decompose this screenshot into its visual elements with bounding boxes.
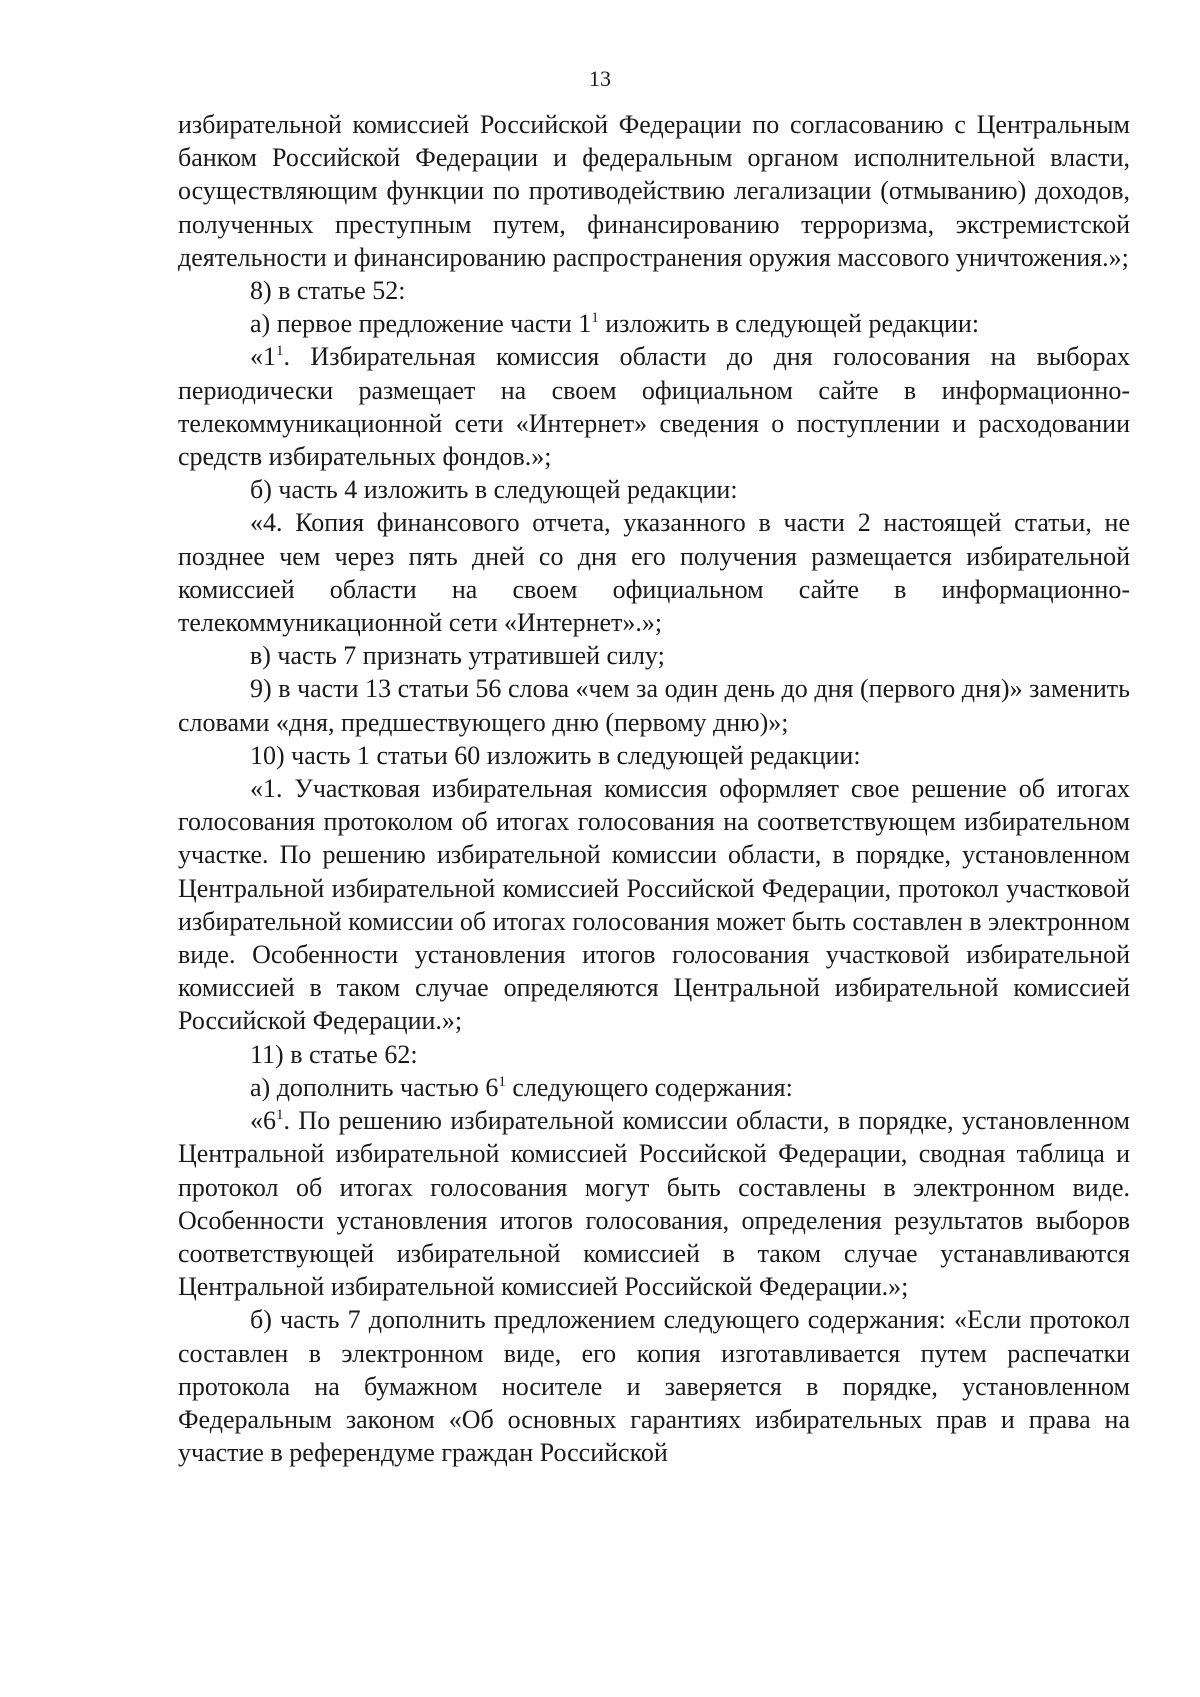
text-segment: а) дополнить частью 6 bbox=[250, 1072, 499, 1102]
paragraph-quote-4: «4. Копия финансового отчета, указанного в части 2 настоящей статьи, не позднее чем через пять дней со дня его получения размещается избирательной комиссией области на своем официальном сайте в информационно-телекоммуникационной сети «Интернет».»; bbox=[178, 508, 1130, 638]
text-segment: . По решению избирательной комиссии области, в порядке, установленном Центральной избирательной комиссией Российской Федерации, сводная таблица и протокол об итогах голосования могут быть составлены в электронном виде. Особенности установления итогов голосования, определения результатов выборов соответствующей избирательной комиссией в таком случае устанавливаются Центральной избирательной комиссией Российской Федерации.»; bbox=[178, 1106, 1130, 1302]
text-segment: . Избирательная комиссия области до дня голосования на выборах периодически размещает на своем официальном сайте в информационно-телекоммуникационной сети «Интернет» сведения о поступлении и расходовании средств избирательных фондов.»; bbox=[178, 342, 1130, 472]
superscript: 1 bbox=[276, 343, 284, 360]
paragraph-item-8b: б) часть 4 изложить в следующей редакции: bbox=[250, 475, 738, 505]
text-segment: изложить в следующей редакции: bbox=[598, 309, 980, 339]
paragraph-item-11: 11) в статье 62: bbox=[250, 1039, 418, 1069]
paragraph-item-8v: в) часть 7 признать утратившей силу; bbox=[250, 641, 665, 671]
page-number: 13 bbox=[589, 66, 611, 91]
paragraph-quote-1-1 bbox=[178, 340, 1130, 473]
text-segment: «1 bbox=[250, 342, 276, 372]
paragraph-continuation: избирательной комиссией Российской Федерации по согласованию с Центральным банком Российской Федерации и федеральным органом исполнительной власти, осуществляющим функции по противодействию легализации (отмыванию) доходов, полученных преступным путем, финансированию терроризма, экстремистской деятельности и финансированию распространения оружия массового уничтожения.»; bbox=[178, 110, 1130, 272]
text-segment: «6 bbox=[250, 1106, 276, 1136]
document-body bbox=[178, 108, 1130, 1469]
superscript: 1 bbox=[498, 1073, 506, 1090]
paragraph-item-8a bbox=[178, 307, 1130, 340]
paragraph-item-8: 8) в статье 52: bbox=[250, 276, 406, 306]
paragraph-item-11b: б) часть 7 дополнить предложением следующего содержания: «Если протокол составлен в электронном виде, его копия изготавливается путем распечатки протокола на бумажном носителе и заверяется в порядке, установленном Федеральным законом «Об основных гарантиях избирательных прав и права на участие в референдуме граждан Российской bbox=[178, 1305, 1130, 1468]
paragraph-item-10: 10) часть 1 статьи 60 изложить в следующей редакции: bbox=[250, 740, 861, 770]
text-segment: а) первое предложение части 1 bbox=[250, 309, 592, 339]
paragraph-item-11a bbox=[178, 1071, 1130, 1104]
paragraph-quote-1: «1. Участковая избирательная комиссия оформляет свое решение об итогах голосования протоколом об итогах голосования на соответствующем избирательном участке. По решению избирательной комиссии области, в порядке, установленном Центральной избирательной комиссией Российской Федерации, протокол участковой избирательной комиссии об итогах голосования может быть составлен в электронном виде. Особенности установления итогов голосования участковой избирательной комиссией в таком случае определяются Центральной избирательной комиссией Российской Федерации.»; bbox=[178, 774, 1130, 1036]
paragraph-quote-6-1 bbox=[178, 1104, 1130, 1303]
superscript: 1 bbox=[276, 1107, 284, 1124]
text-segment: следующего содержания: bbox=[505, 1072, 793, 1102]
paragraph-item-9: 9) в части 13 статьи 56 слова «чем за один день до дня (первого дня)» заменить словами «дня, предшествующего дню (первому дню)»; bbox=[178, 674, 1130, 737]
superscript: 1 bbox=[591, 310, 599, 327]
